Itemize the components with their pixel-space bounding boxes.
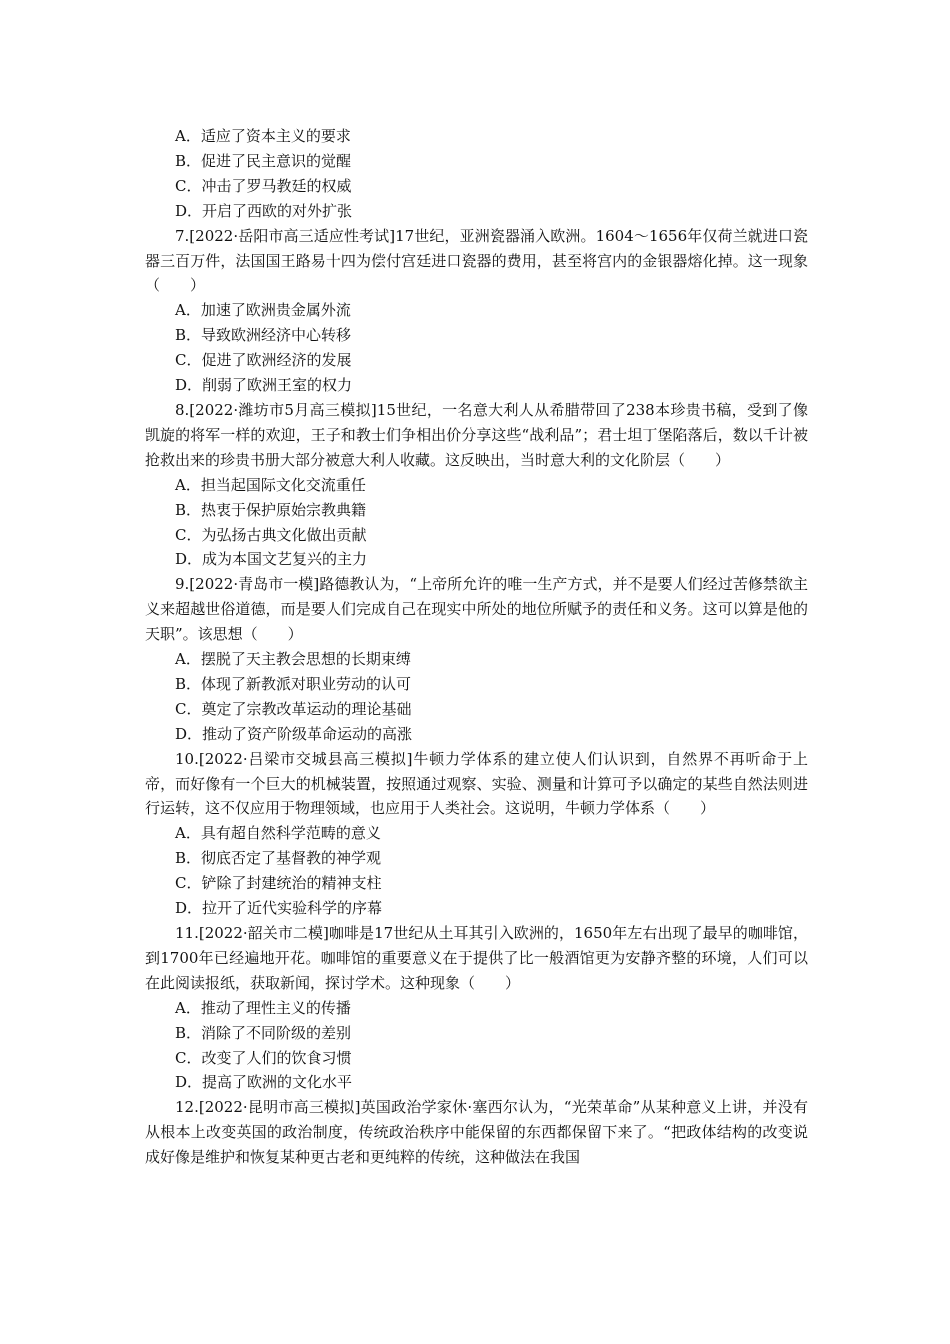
option-a: A．适应了资本主义的要求 [175, 127, 351, 145]
option-d: D．削弱了欧洲王室的权力 [175, 376, 353, 395]
question-12 [145, 1095, 808, 1170]
question-stem: 10.[2022·吕梁市交城县高三模拟]牛顿力学体系的建立使人们认识到，自然界不再听命于上帝，而好像有一个巨大的机械装置，按照通过观察、实验、测量和计算可予以确定的某些自然法则进行运转，这不仅应用于物理领域，也应用于人类社会。这说明，牛顿力学体系（ ） [145, 749, 808, 818]
option-c: C．为弘扬古典文化做出贡献 [175, 525, 367, 544]
option-b: B．体现了新教派对职业劳动的认可 [175, 674, 412, 693]
question-9 [145, 572, 808, 746]
question-stem: 11.[2022·韶关市二模]咖啡是17世纪从土耳其引入欧洲的，1650年左右出现了最早的咖啡馆，到1700年已经遍地开花。咖啡馆的重要意义在于提供了比一般酒馆更为安静齐整的环境，人们可以在此阅读报纸，获取新闻，探讨学术。这种现象（ ） [145, 924, 808, 992]
option-b: B．热衷于保护原始宗教典籍 [175, 500, 367, 519]
question-7 [145, 224, 808, 398]
question-11 [145, 921, 808, 1095]
option-d: D．提高了欧洲的文化水平 [175, 1073, 353, 1092]
option-d: D．成为本国文艺复兴的主力 [175, 550, 368, 569]
option-b: B．促进了民主意识的觉醒 [175, 151, 352, 170]
question-stem: 8.[2022·潍坊市5月高三模拟]15世纪，一名意大利人从希腊带回了238本珍贵书稿，受到了像凯旋的将军一样的欢迎，王子和教士们争相出价分享这些“战利品”；君士坦丁堡陷落后，数以千计被抢救出来的珍贵书册大部分被意大利人收藏。这反映出，当时意大利的文化阶层（ ） [145, 400, 808, 469]
option-c: C．奠定了宗教改革运动的理论基础 [175, 699, 412, 718]
option-a: A．加速了欧洲贵金属外流 [175, 301, 351, 320]
option-b: B．导致欧洲经济中心转移 [175, 326, 352, 345]
option-d: D．推动了资产阶级革命运动的高涨 [175, 724, 413, 743]
option-b: B．彻底否定了基督教的神学观 [175, 849, 382, 868]
question-10 [145, 747, 808, 921]
option-c: C．改变了人们的饮食习惯 [175, 1048, 352, 1067]
option-c: C．促进了欧洲经济的发展 [175, 351, 352, 370]
question-stem: 7.[2022·岳阳市高三适应性考试]17世纪，亚洲瓷器涌入欧洲。1604～1656年仅荷兰就进口瓷器三百万件，法国国王路易十四为偿付宫廷进口瓷器的费用，甚至将宫内的金银器熔化掉。这一现象（ ） [145, 226, 808, 295]
option-b: B．消除了不同阶级的差别 [175, 1023, 352, 1042]
question-stem: 9.[2022·青岛市一模]路德教认为，“上帝所允许的唯一生产方式，并不是要人们经过苦修禁欲主义来超越世俗道德，而是要人们完成自己在现实中所处的地位所赋予的责任和义务。这可以算是他的天职”。该思想（ ） [145, 575, 808, 644]
option-d: D．开启了西欧的对外扩张 [175, 201, 353, 220]
option-a: A．具有超自然科学范畴的意义 [175, 824, 381, 843]
question-6-options [145, 124, 808, 224]
question-stem: 12.[2022·昆明市高三模拟]英国政治学家休·塞西尔认为，“光荣革命”从某种意义上讲，并没有从根本上改变英国的政治制度，传统政治秩序中能保留的东西都保留下来了。“把政体结构的改变说成好像是维护和恢复某种更古老和更纯粹的传统，这种做法在我国 [145, 1098, 808, 1167]
option-c: C．铲除了封建统治的精神支柱 [175, 874, 382, 893]
option-a: A．担当起国际文化交流重任 [175, 475, 366, 494]
question-8 [145, 398, 808, 572]
option-d: D．拉开了近代实验科学的序幕 [175, 899, 383, 918]
option-c: C．冲击了罗马教廷的权威 [175, 176, 352, 195]
exam-page [145, 124, 808, 1170]
option-a: A．摆脱了天主教会思想的长期束缚 [175, 650, 411, 669]
option-a: A．推动了理性主义的传播 [175, 998, 351, 1017]
